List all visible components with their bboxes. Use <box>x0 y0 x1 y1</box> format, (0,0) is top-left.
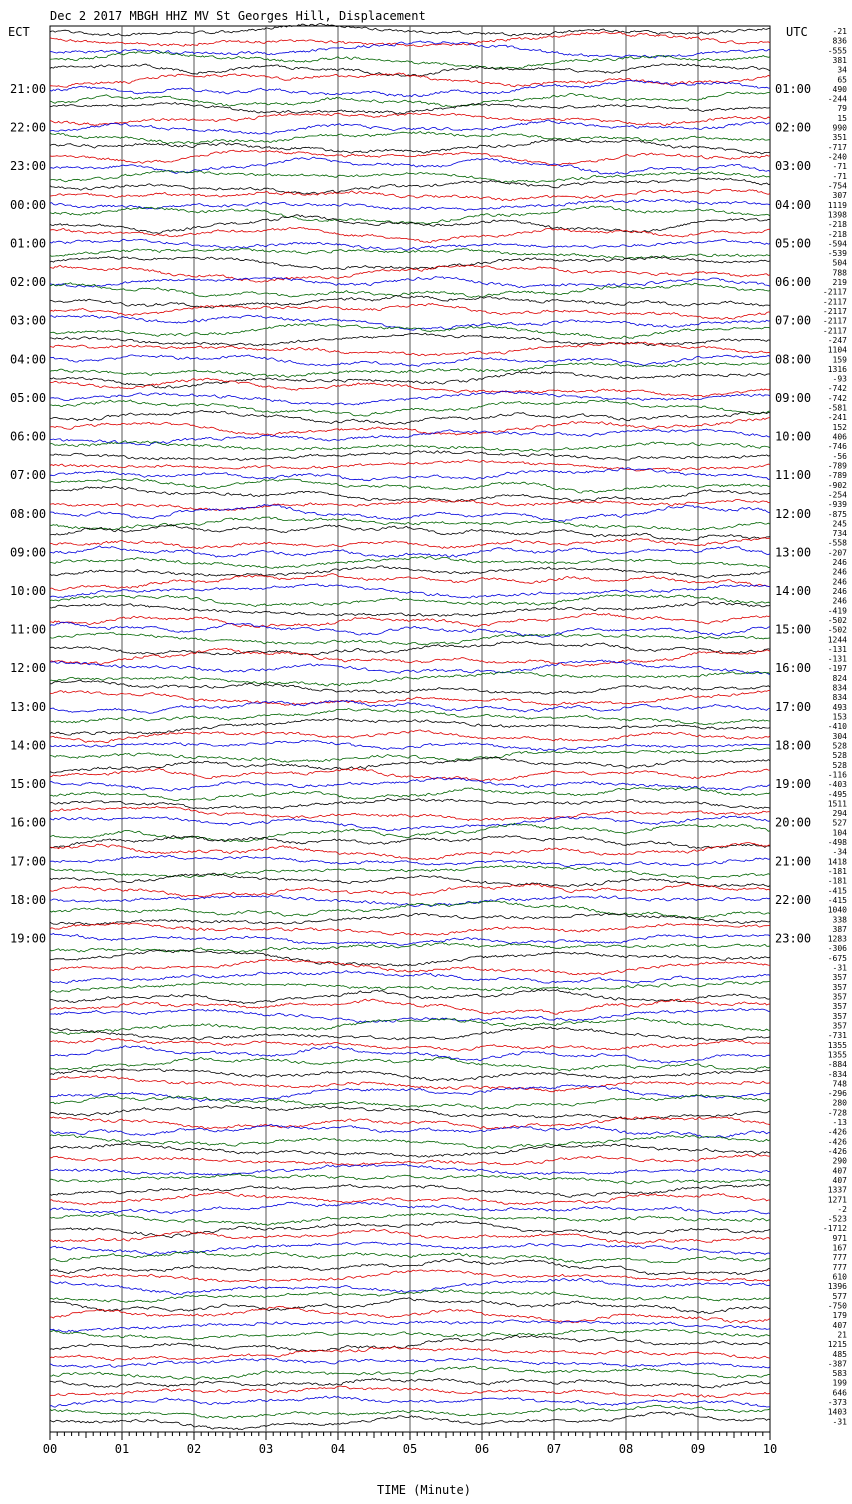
trace-offset-label: 246 <box>832 596 847 606</box>
trace-offset-label: -875 <box>827 509 847 519</box>
trace-offset-label: 179 <box>832 1311 847 1321</box>
trace-offset-label: -728 <box>827 1108 847 1118</box>
trace-offset-label: -306 <box>827 944 847 954</box>
trace-offset-label: -789 <box>827 461 847 471</box>
trace-offset-label: -731 <box>827 1031 847 1041</box>
right-hour-label: 12:00 <box>775 506 812 521</box>
x-tick-label: 06 <box>474 1442 490 1456</box>
trace-offset-label: 153 <box>832 712 847 722</box>
trace-offset-label: 485 <box>832 1349 847 1359</box>
trace-offset-label: 990 <box>832 123 847 133</box>
trace-offset-label: -296 <box>827 1089 847 1099</box>
x-tick-label: 09 <box>690 1442 706 1456</box>
trace-offset-label: 493 <box>832 702 847 712</box>
trace-offset-label: 79 <box>837 104 847 114</box>
left-hour-label: 13:00 <box>10 699 47 714</box>
trace-offset-label: -717 <box>827 142 847 152</box>
trace-offset-label: 834 <box>832 683 847 693</box>
trace-offset-label: 246 <box>832 558 847 567</box>
trace-offset-label: -594 <box>827 239 847 249</box>
right-hour-label: 21:00 <box>775 854 812 869</box>
left-hour-label: 11:00 <box>10 622 47 637</box>
trace-offset-label: 152 <box>832 422 847 432</box>
trace-offset-label: -419 <box>827 606 847 616</box>
left-hour-label: 14:00 <box>10 738 47 753</box>
trace-offset-label: 504 <box>832 258 847 268</box>
trace-offset-label: -254 <box>827 490 847 500</box>
trace-offset-label: -750 <box>827 1301 847 1311</box>
trace-offset-label: -2117 <box>822 316 847 326</box>
x-tick-label: 03 <box>258 1442 274 1456</box>
trace-offset-label: -415 <box>827 896 847 905</box>
trace-offset-label: -116 <box>827 770 847 780</box>
trace-offset-label: -71 <box>832 162 847 172</box>
trace-offset-label: 788 <box>832 268 847 278</box>
left-hour-label: 23:00 <box>10 159 47 174</box>
trace-offset-label: -207 <box>827 548 847 558</box>
trace-offset-label: -502 <box>827 625 847 635</box>
x-tick-label: 07 <box>546 1442 562 1456</box>
trace-offset-label: 34 <box>837 65 847 75</box>
trace-offset-label: 246 <box>832 577 847 587</box>
trace-offset-label: 246 <box>832 587 847 596</box>
trace-offset-label: -742 <box>827 384 847 394</box>
trace-offset-label: -31 <box>832 1417 847 1427</box>
trace-offset-label: -581 <box>827 403 847 413</box>
trace-offset-label: -240 <box>827 152 847 162</box>
trace-offset-label: -902 <box>827 480 847 490</box>
trace-offset-label: 357 <box>832 973 847 983</box>
left-hour-label: 02:00 <box>10 275 47 289</box>
trace-offset-label: 1355 <box>827 1040 847 1050</box>
right-hour-label: 20:00 <box>775 815 812 830</box>
x-tick-label: 08 <box>618 1442 634 1456</box>
trace-offset-label: -754 <box>827 181 847 191</box>
right-hour-label: 19:00 <box>775 777 812 792</box>
trace-offset-label: 104 <box>832 828 847 838</box>
trace-offset-label: 824 <box>832 673 847 683</box>
right-hour-label: 15:00 <box>775 622 812 637</box>
trace-offset-label: -426 <box>827 1137 847 1147</box>
trace-offset-label: 1040 <box>827 905 847 915</box>
trace-offset-label: 836 <box>832 36 847 46</box>
trace-offset-label: 1398 <box>827 210 847 220</box>
trace-offset-label: 407 <box>832 1166 847 1176</box>
trace-offset-label: -410 <box>827 722 847 732</box>
right-hour-label: 07:00 <box>775 313 812 328</box>
left-hour-label: 21:00 <box>10 81 47 96</box>
trace-offset-label: 748 <box>832 1079 847 1089</box>
trace-offset-label: 1271 <box>827 1195 847 1205</box>
trace-offset-label: -939 <box>827 500 847 510</box>
trace-offset-label: -387 <box>827 1359 847 1369</box>
left-hour-label: 01:00 <box>10 236 47 251</box>
right-hour-label: 05:00 <box>775 236 812 251</box>
trace-offset-label: 490 <box>832 84 847 94</box>
left-timezone-label: ECT <box>8 25 30 39</box>
x-axis-label: TIME (Minute) <box>377 1483 471 1497</box>
left-hour-label: 15:00 <box>10 777 47 792</box>
right-hour-label: 11:00 <box>775 468 812 483</box>
trace-offset-label: -789 <box>827 471 847 481</box>
trace-offset-label: 1104 <box>827 345 847 355</box>
chart-title: Dec 2 2017 MBGH HHZ MV St Georges Hill, Displacement <box>50 9 426 23</box>
left-hour-label: 10:00 <box>10 584 47 598</box>
trace-offset-label: 610 <box>832 1272 847 1282</box>
trace-offset-label: 245 <box>832 519 847 529</box>
trace-offset-label: -884 <box>827 1060 847 1070</box>
left-hour-label: 04:00 <box>10 352 47 367</box>
trace-offset-label: 1511 <box>827 799 847 809</box>
trace-offset-label: -502 <box>827 616 847 625</box>
trace-offset-label: 834 <box>832 693 847 703</box>
left-hour-label: 18:00 <box>10 893 47 907</box>
trace-offset-label: 1244 <box>827 635 847 645</box>
trace-offset-label: 357 <box>832 982 847 992</box>
trace-offset-label: -247 <box>827 336 847 345</box>
right-hour-label: 09:00 <box>775 390 812 405</box>
right-hour-label: 10:00 <box>775 429 812 444</box>
trace-offset-label: -131 <box>827 654 847 664</box>
trace-offset-label: -1712 <box>822 1224 847 1234</box>
trace-offset-label: 246 <box>832 567 847 577</box>
right-hour-label: 17:00 <box>775 699 812 714</box>
trace-offset-label: 528 <box>832 760 847 770</box>
trace-offset-label: 734 <box>832 529 847 539</box>
trace-offset-label: -218 <box>827 229 847 239</box>
trace-offset-label: 406 <box>832 432 847 442</box>
trace-offset-label: 528 <box>832 751 847 761</box>
trace-offset-label: 21 <box>837 1330 847 1340</box>
right-hour-label: 13:00 <box>775 545 812 560</box>
trace-offset-label: -539 <box>827 249 847 259</box>
trace-offset-label: -746 <box>827 442 847 452</box>
left-hour-label: 09:00 <box>10 545 47 560</box>
trace-offset-label: -2117 <box>822 307 847 316</box>
trace-offset-label: 583 <box>832 1369 847 1379</box>
trace-offset-label: 280 <box>832 1098 847 1108</box>
trace-offset-label: -2117 <box>822 297 847 307</box>
x-tick-label: 10 <box>762 1442 778 1456</box>
trace-offset-label: 304 <box>832 731 847 741</box>
trace-offset-label: -2 <box>837 1204 847 1214</box>
left-hour-label: 08:00 <box>10 506 47 521</box>
x-tick-label: 02 <box>186 1442 202 1456</box>
trace-offset-label: 387 <box>832 924 847 934</box>
right-hour-label: 23:00 <box>775 931 812 946</box>
right-hour-label: 18:00 <box>775 738 812 753</box>
trace-offset-label: -181 <box>827 867 847 876</box>
trace-offset-label: -426 <box>827 1127 847 1137</box>
x-tick-label: 00 <box>42 1442 58 1456</box>
trace-offset-label: -403 <box>827 780 847 790</box>
trace-offset-label: -415 <box>827 886 847 896</box>
right-hour-label: 02:00 <box>775 120 812 135</box>
trace-offset-label: -523 <box>827 1214 847 1224</box>
trace-offset-label: -2117 <box>822 287 847 297</box>
trace-offset-label: 219 <box>832 278 847 287</box>
trace-offset-label: 351 <box>832 133 847 143</box>
left-hour-label: 17:00 <box>10 854 47 869</box>
right-hour-label: 01:00 <box>775 81 812 96</box>
trace-offset-label: 777 <box>832 1262 847 1272</box>
left-hour-label: 03:00 <box>10 313 47 328</box>
trace-offset-label: -71 <box>832 171 847 181</box>
x-tick-label: 05 <box>402 1442 418 1456</box>
trace-offset-label: 290 <box>832 1156 847 1166</box>
trace-offset-label: 357 <box>832 1021 847 1031</box>
trace-offset-label: -495 <box>827 789 847 799</box>
trace-offset-label: 1215 <box>827 1340 847 1350</box>
trace-offset-label: 357 <box>832 1002 847 1012</box>
trace-offset-label: -181 <box>827 876 847 886</box>
trace-offset-label: -834 <box>827 1069 847 1079</box>
trace-offset-label: 167 <box>832 1243 847 1253</box>
trace-offset-label: 528 <box>832 741 847 751</box>
left-hour-label: 19:00 <box>10 931 47 946</box>
trace-offset-label: 1396 <box>827 1282 847 1292</box>
trace-offset-label: 1337 <box>827 1185 847 1195</box>
trace-offset-label: 159 <box>832 355 847 365</box>
trace-offset-label: 357 <box>832 992 847 1002</box>
trace-offset-label: 777 <box>832 1253 847 1263</box>
trace-offset-label: -93 <box>832 374 847 384</box>
trace-offset-label: 1403 <box>827 1407 847 1417</box>
trace-offset-label: 307 <box>832 191 847 201</box>
trace-offset-label: 646 <box>832 1388 847 1398</box>
trace-offset-label: -373 <box>827 1398 847 1407</box>
trace-offset-label: -31 <box>832 963 847 973</box>
trace-offset-label: 1316 <box>827 364 847 374</box>
right-hour-label: 16:00 <box>775 661 812 676</box>
trace-offset-label: -675 <box>827 953 847 963</box>
left-hour-label: 00:00 <box>10 197 47 212</box>
trace-offset-label: 338 <box>832 915 847 925</box>
trace-offset-label: 294 <box>832 809 847 819</box>
trace-offset-label: -197 <box>827 664 847 674</box>
trace-offset-label: -218 <box>827 220 847 230</box>
right-hour-label: 04:00 <box>775 197 812 212</box>
trace-offset-label: -426 <box>827 1147 847 1156</box>
trace-offset-label: 1119 <box>827 200 847 210</box>
trace-offset-label: -13 <box>832 1118 847 1127</box>
right-hour-label: 06:00 <box>775 275 812 289</box>
trace-offset-label: 199 <box>832 1378 847 1388</box>
trace-offset-label: 1355 <box>827 1050 847 1060</box>
trace-offset-label: -558 <box>827 538 847 548</box>
trace-offset-label: -244 <box>827 94 847 104</box>
left-hour-label: 16:00 <box>10 815 47 830</box>
trace-offset-label: 1418 <box>827 857 847 867</box>
trace-offset-label: -241 <box>827 413 847 423</box>
trace-offset-label: 527 <box>832 818 847 828</box>
trace-offset-label: -34 <box>832 847 847 857</box>
trace-offset-label: -56 <box>832 451 847 461</box>
trace-offset-label: 407 <box>832 1320 847 1330</box>
right-hour-label: 03:00 <box>775 159 812 174</box>
trace-offset-label: -555 <box>827 46 847 56</box>
trace-offset-label: 971 <box>832 1233 847 1243</box>
trace-offset-label: 357 <box>832 1011 847 1021</box>
trace-offset-label: 1283 <box>827 934 847 944</box>
left-hour-label: 12:00 <box>10 661 47 676</box>
right-hour-label: 08:00 <box>775 352 812 367</box>
trace-offset-label: -742 <box>827 393 847 403</box>
trace-offset-label: -2117 <box>822 326 847 336</box>
trace-offset-label: -131 <box>827 644 847 654</box>
trace-offset-label: 407 <box>832 1176 847 1185</box>
left-hour-label: 22:00 <box>10 120 47 135</box>
trace-offset-label: 577 <box>832 1291 847 1301</box>
trace-offset-label: 65 <box>837 75 847 85</box>
left-hour-label: 06:00 <box>10 429 47 444</box>
left-hour-label: 07:00 <box>10 468 47 483</box>
right-hour-label: 14:00 <box>775 584 812 598</box>
x-tick-label: 04 <box>330 1442 346 1456</box>
trace-offset-label: 381 <box>832 56 847 65</box>
trace-offset-label: -21 <box>832 27 847 36</box>
left-hour-label: 05:00 <box>10 390 47 405</box>
trace-offset-label: -498 <box>827 838 847 847</box>
right-timezone-label: UTC <box>786 25 808 39</box>
right-hour-label: 22:00 <box>775 893 812 907</box>
trace-offset-label: 15 <box>837 113 847 123</box>
x-tick-label: 01 <box>114 1442 130 1456</box>
